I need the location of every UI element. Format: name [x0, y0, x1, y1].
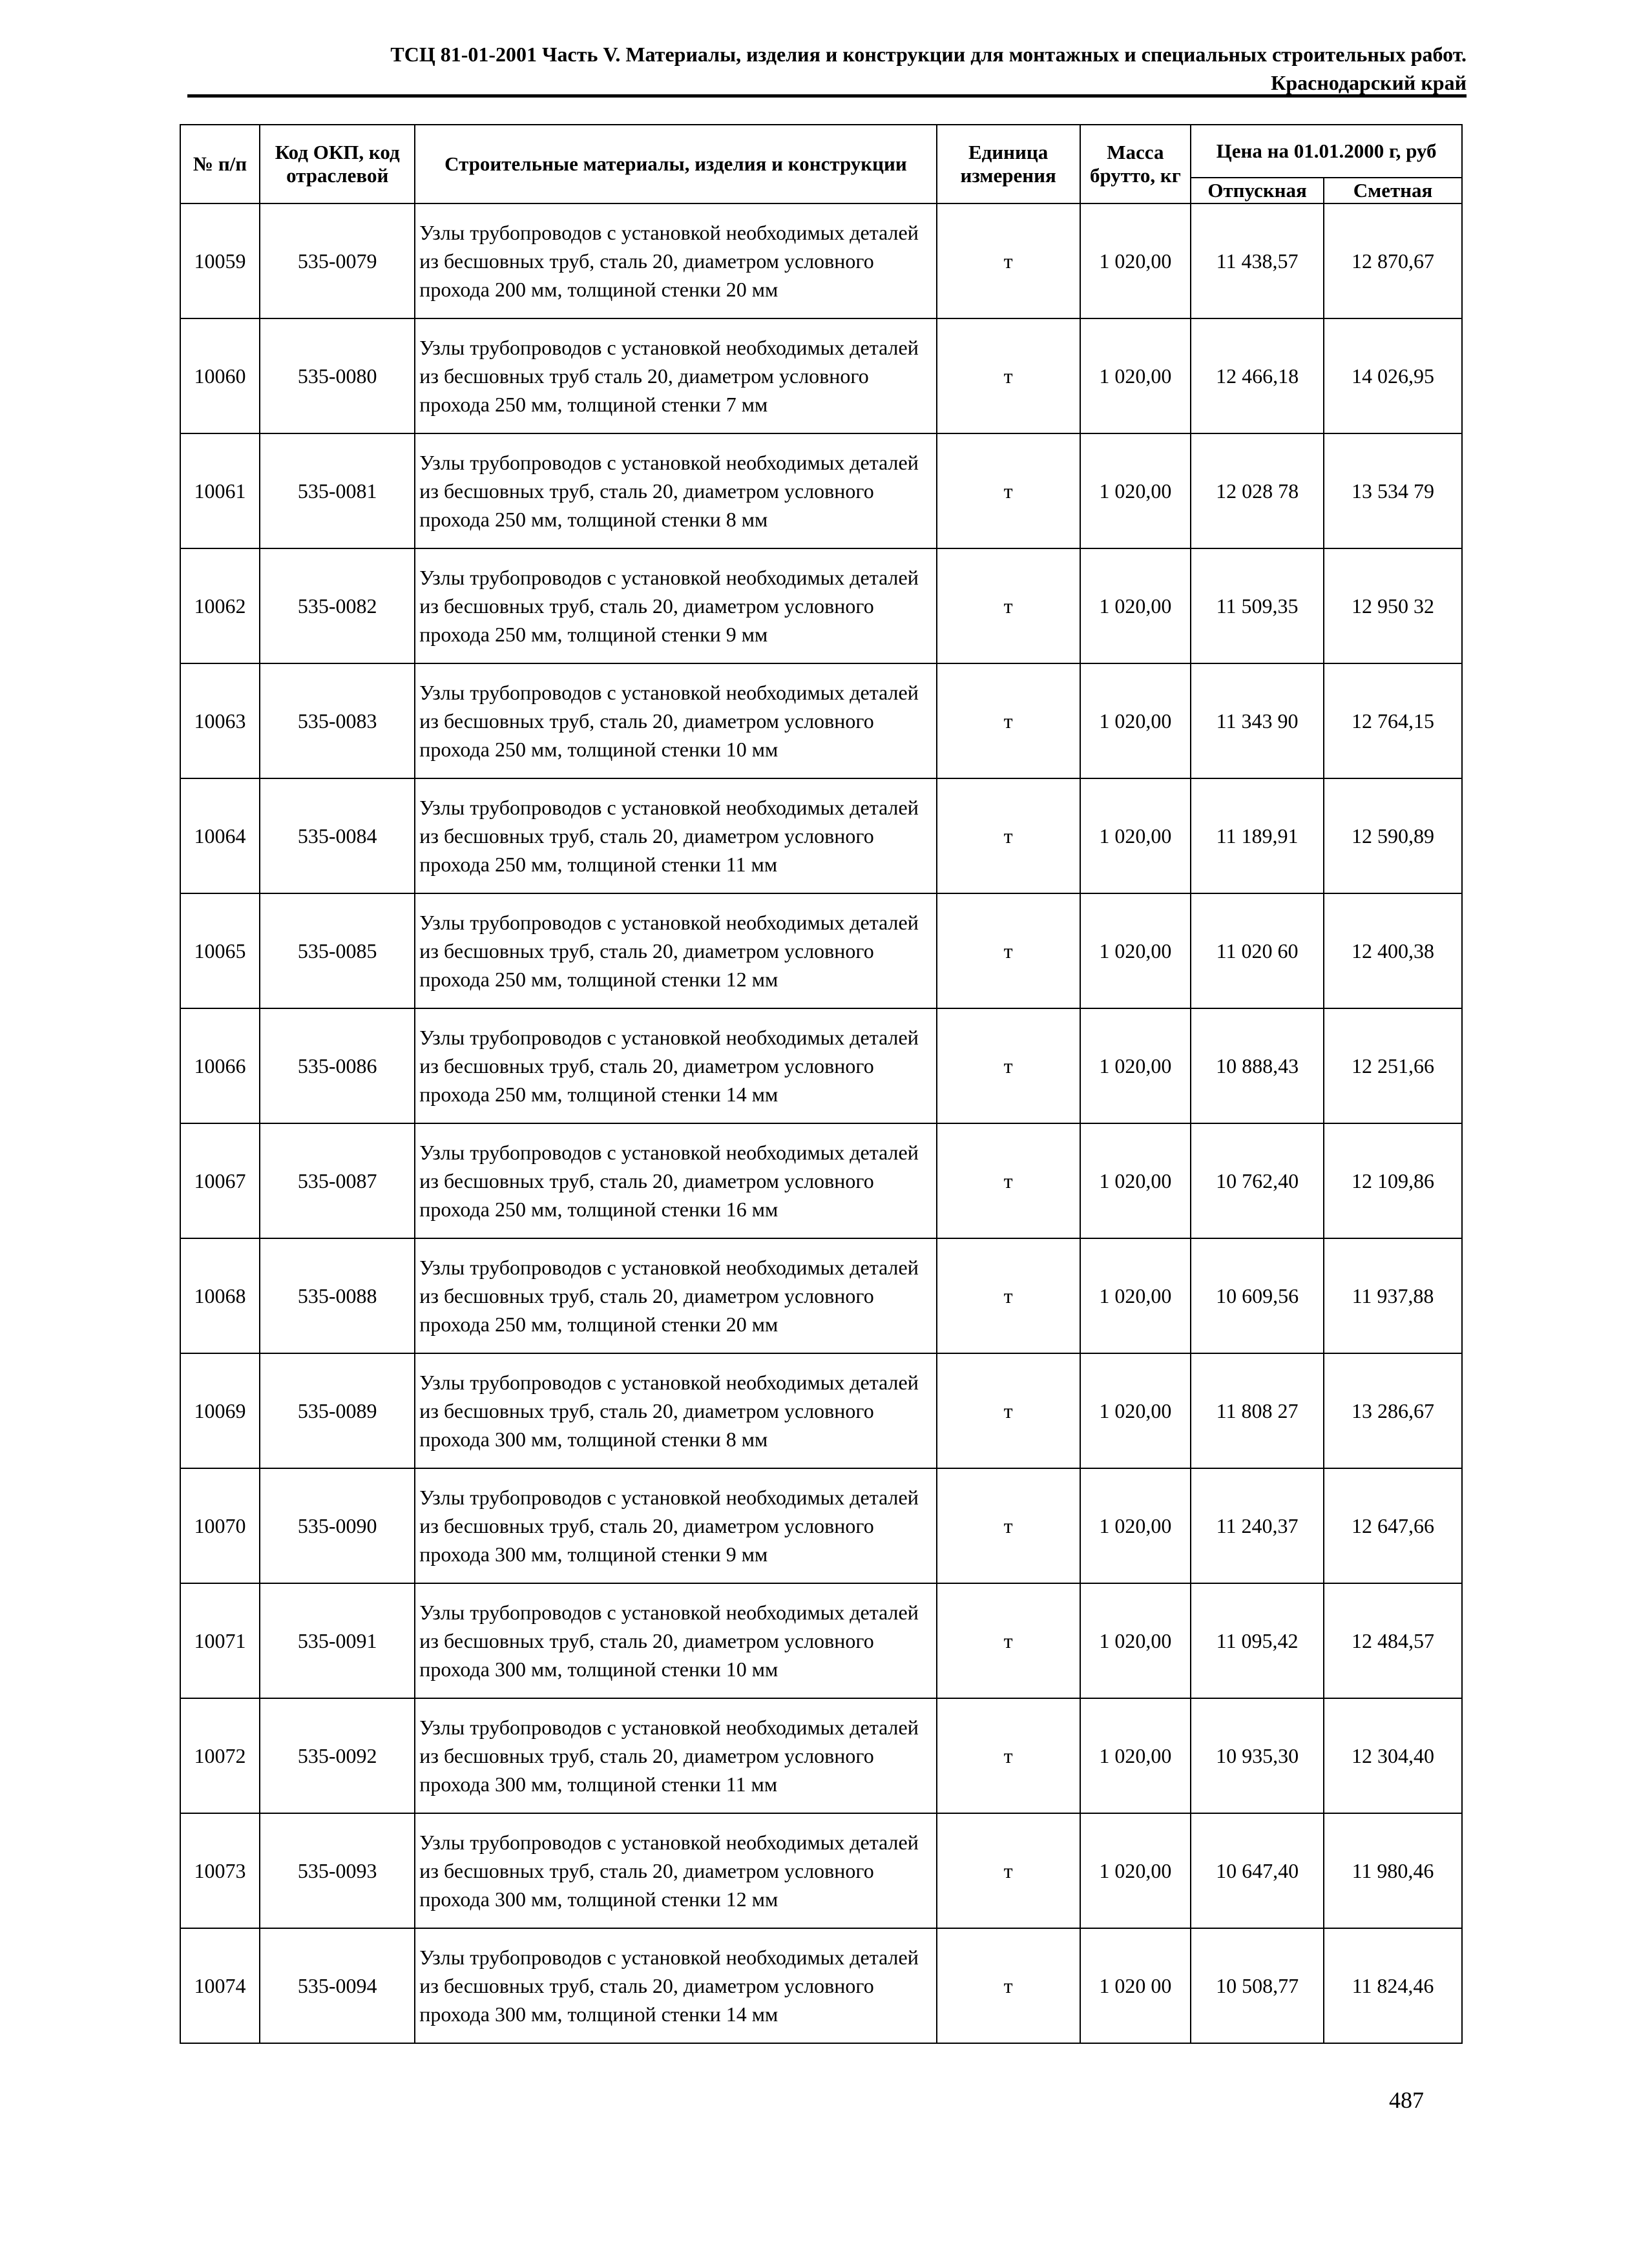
cell-description: Узлы трубопроводов с установкой необходимых деталей из бесшовных труб, сталь 20, диаметром условного прохода 250 мм, толщиной стенки 8 мм [415, 433, 936, 548]
table-row [180, 1353, 1462, 1468]
cell-description: Узлы трубопроводов с установкой необходимых деталей из бесшовных труб, сталь 20, диаметром условного прохода 250 мм, толщиной стенки 14 мм [415, 1008, 936, 1123]
cell-price-release: 10 609,56 [1191, 1238, 1324, 1353]
cell-price-release: 10 762,40 [1191, 1123, 1324, 1238]
table-row [180, 1698, 1462, 1813]
cell-unit: т [937, 1928, 1080, 2043]
table-row [180, 1123, 1462, 1238]
cell-price-release: 11 240,37 [1191, 1468, 1324, 1583]
cell-unit: т [937, 1353, 1080, 1468]
table-row [180, 1468, 1462, 1583]
page-number: 487 [1389, 2087, 1424, 2113]
cell-code: 535-0092 [260, 1698, 415, 1813]
table-row [180, 893, 1462, 1008]
table-row [180, 318, 1462, 433]
cell-unit: т [937, 778, 1080, 893]
cell-unit: т [937, 318, 1080, 433]
cell-mass: 1 020,00 [1080, 1468, 1191, 1583]
cell-unit: т [937, 663, 1080, 778]
cell-unit: т [937, 1123, 1080, 1238]
cell-code: 535-0086 [260, 1008, 415, 1123]
table-row [180, 1928, 1462, 2043]
cell-price-release: 11 189,91 [1191, 778, 1324, 893]
cell-mass: 1 020,00 [1080, 1813, 1191, 1928]
cell-mass: 1 020,00 [1080, 1008, 1191, 1123]
cell-price-estimate: 11 824,46 [1324, 1928, 1462, 2043]
cell-price-release: 11 343 90 [1191, 663, 1324, 778]
cell-num: 10068 [180, 1238, 260, 1353]
cell-code: 535-0089 [260, 1353, 415, 1468]
header-price-estimate: Сметная [1324, 178, 1462, 203]
table-row [180, 1008, 1462, 1123]
cell-unit: т [937, 1698, 1080, 1813]
header-mass: Масса брутто, кг [1080, 125, 1191, 203]
cell-code: 535-0079 [260, 203, 415, 318]
cell-price-release: 11 509,35 [1191, 548, 1324, 663]
page-header [278, 40, 1467, 97]
cell-unit: т [937, 1008, 1080, 1123]
cell-num: 10060 [180, 318, 260, 433]
cell-description: Узлы трубопроводов с установкой необходимых деталей из бесшовных труб сталь 20, диаметром условного прохода 250 мм, толщиной стенки 7 мм [415, 318, 936, 433]
cell-price-release: 12 028 78 [1191, 433, 1324, 548]
price-table [180, 124, 1463, 2044]
header-rule [187, 94, 1467, 98]
table-row [180, 548, 1462, 663]
cell-price-estimate: 12 950 32 [1324, 548, 1462, 663]
cell-num: 10074 [180, 1928, 260, 2043]
cell-unit: т [937, 548, 1080, 663]
table-header-row [180, 125, 1462, 178]
cell-mass: 1 020,00 [1080, 778, 1191, 893]
table-row [180, 433, 1462, 548]
cell-price-release: 11 095,42 [1191, 1583, 1324, 1698]
table-row [180, 1813, 1462, 1928]
cell-unit: т [937, 1583, 1080, 1698]
header-price-release: Отпускная [1191, 178, 1324, 203]
cell-price-release: 11 808 27 [1191, 1353, 1324, 1468]
header-code: Код ОКП, код отраслевой [260, 125, 415, 203]
cell-description: Узлы трубопроводов с установкой необходимых деталей из бесшовных труб, сталь 20, диаметром условного прохода 300 мм, толщиной стенки 9 мм [415, 1468, 936, 1583]
cell-price-release: 11 438,57 [1191, 203, 1324, 318]
cell-price-estimate: 13 286,67 [1324, 1353, 1462, 1468]
cell-price-estimate: 12 590,89 [1324, 778, 1462, 893]
cell-code: 535-0094 [260, 1928, 415, 2043]
cell-price-estimate: 12 251,66 [1324, 1008, 1462, 1123]
cell-price-release: 10 888,43 [1191, 1008, 1324, 1123]
cell-code: 535-0083 [260, 663, 415, 778]
cell-mass: 1 020,00 [1080, 1353, 1191, 1468]
cell-code: 535-0085 [260, 893, 415, 1008]
header-description: Строительные материалы, изделия и конструкции [415, 125, 936, 203]
cell-price-estimate: 12 400,38 [1324, 893, 1462, 1008]
cell-description: Узлы трубопроводов с установкой необходимых деталей из бесшовных труб, сталь 20, диаметром условного прохода 250 мм, толщиной стенки 12 мм [415, 893, 936, 1008]
cell-num: 10067 [180, 1123, 260, 1238]
cell-description: Узлы трубопроводов с установкой необходимых деталей из бесшовных труб, сталь 20, диаметром условного прохода 250 мм, толщиной стенки 20 мм [415, 1238, 936, 1353]
cell-price-estimate: 12 484,57 [1324, 1583, 1462, 1698]
header-region: Краснодарский край [1271, 71, 1467, 94]
cell-num: 10061 [180, 433, 260, 548]
cell-price-estimate: 12 304,40 [1324, 1698, 1462, 1813]
cell-code: 535-0080 [260, 318, 415, 433]
cell-code: 535-0082 [260, 548, 415, 663]
cell-description: Узлы трубопроводов с установкой необходимых деталей из бесшовных труб, сталь 20, диаметром условного прохода 250 мм, толщиной стенки 16 мм [415, 1123, 936, 1238]
cell-num: 10064 [180, 778, 260, 893]
cell-price-release: 12 466,18 [1191, 318, 1324, 433]
cell-description: Узлы трубопроводов с установкой необходимых деталей из бесшовных труб, сталь 20, диаметром условного прохода 250 мм, толщиной стенки 11 мм [415, 778, 936, 893]
cell-code: 535-0081 [260, 433, 415, 548]
table-row [180, 1238, 1462, 1353]
cell-num: 10065 [180, 893, 260, 1008]
cell-num: 10073 [180, 1813, 260, 1928]
cell-code: 535-0091 [260, 1583, 415, 1698]
header-num: № п/п [180, 125, 260, 203]
table-row [180, 663, 1462, 778]
cell-num: 10071 [180, 1583, 260, 1698]
cell-code: 535-0088 [260, 1238, 415, 1353]
cell-price-release: 10 508,77 [1191, 1928, 1324, 2043]
cell-mass: 1 020,00 [1080, 1583, 1191, 1698]
cell-num: 10063 [180, 663, 260, 778]
cell-mass: 1 020,00 [1080, 663, 1191, 778]
cell-description: Узлы трубопроводов с установкой необходимых деталей из бесшовных труб, сталь 20, диаметром условного прохода 250 мм, толщиной стенки 10 мм [415, 663, 936, 778]
cell-num: 10069 [180, 1353, 260, 1468]
cell-num: 10059 [180, 203, 260, 318]
cell-code: 535-0090 [260, 1468, 415, 1583]
table-row [180, 1583, 1462, 1698]
cell-mass: 1 020,00 [1080, 433, 1191, 548]
cell-description: Узлы трубопроводов с установкой необходимых деталей из бесшовных труб, сталь 20, диаметром условного прохода 200 мм, толщиной стенки 20 мм [415, 203, 936, 318]
cell-price-release: 11 020 60 [1191, 893, 1324, 1008]
table-row [180, 778, 1462, 893]
cell-description: Узлы трубопроводов с установкой необходимых деталей из бесшовных труб, сталь 20, диаметром условного прохода 250 мм, толщиной стенки 9 мм [415, 548, 936, 663]
cell-mass: 1 020,00 [1080, 1238, 1191, 1353]
cell-price-estimate: 11 980,46 [1324, 1813, 1462, 1928]
cell-num: 10062 [180, 548, 260, 663]
cell-description: Узлы трубопроводов с установкой необходимых деталей из бесшовных труб, сталь 20, диаметром условного прохода 300 мм, толщиной стенки 14 мм [415, 1928, 936, 2043]
header-title: ТСЦ 81-01-2001 Часть V. Материалы, изделия и конструкции для монтажных и специальных строительных работ. [390, 43, 1467, 66]
cell-price-estimate: 14 026,95 [1324, 318, 1462, 433]
table-row [180, 203, 1462, 318]
cell-description: Узлы трубопроводов с установкой необходимых деталей из бесшовных труб, сталь 20, диаметром условного прохода 300 мм, толщиной стенки 10 мм [415, 1583, 936, 1698]
cell-mass: 1 020 00 [1080, 1928, 1191, 2043]
cell-price-estimate: 12 647,66 [1324, 1468, 1462, 1583]
cell-description: Узлы трубопроводов с установкой необходимых деталей из бесшовных труб, сталь 20, диаметром условного прохода 300 мм, толщиной стенки 8 мм [415, 1353, 936, 1468]
cell-mass: 1 020,00 [1080, 318, 1191, 433]
cell-code: 535-0087 [260, 1123, 415, 1238]
cell-unit: т [937, 893, 1080, 1008]
cell-num: 10066 [180, 1008, 260, 1123]
cell-code: 535-0093 [260, 1813, 415, 1928]
cell-num: 10070 [180, 1468, 260, 1583]
cell-unit: т [937, 1238, 1080, 1353]
cell-mass: 1 020,00 [1080, 1698, 1191, 1813]
cell-mass: 1 020,00 [1080, 548, 1191, 663]
cell-price-estimate: 12 109,86 [1324, 1123, 1462, 1238]
cell-num: 10072 [180, 1698, 260, 1813]
cell-price-estimate: 11 937,88 [1324, 1238, 1462, 1353]
cell-price-release: 10 935,30 [1191, 1698, 1324, 1813]
cell-price-estimate: 12 764,15 [1324, 663, 1462, 778]
cell-mass: 1 020,00 [1080, 1123, 1191, 1238]
cell-mass: 1 020,00 [1080, 893, 1191, 1008]
cell-unit: т [937, 1813, 1080, 1928]
cell-unit: т [937, 1468, 1080, 1583]
cell-price-estimate: 12 870,67 [1324, 203, 1462, 318]
header-unit: Единица измерения [937, 125, 1080, 203]
cell-price-release: 10 647,40 [1191, 1813, 1324, 1928]
cell-mass: 1 020,00 [1080, 203, 1191, 318]
cell-code: 535-0084 [260, 778, 415, 893]
cell-unit: т [937, 433, 1080, 548]
cell-unit: т [937, 203, 1080, 318]
cell-description: Узлы трубопроводов с установкой необходимых деталей из бесшовных труб, сталь 20, диаметром условного прохода 300 мм, толщиной стенки 11 мм [415, 1698, 936, 1813]
header-price-group: Цена на 01.01.2000 г, руб [1191, 125, 1462, 178]
cell-description: Узлы трубопроводов с установкой необходимых деталей из бесшовных труб, сталь 20, диаметром условного прохода 300 мм, толщиной стенки 12 мм [415, 1813, 936, 1928]
cell-price-estimate: 13 534 79 [1324, 433, 1462, 548]
